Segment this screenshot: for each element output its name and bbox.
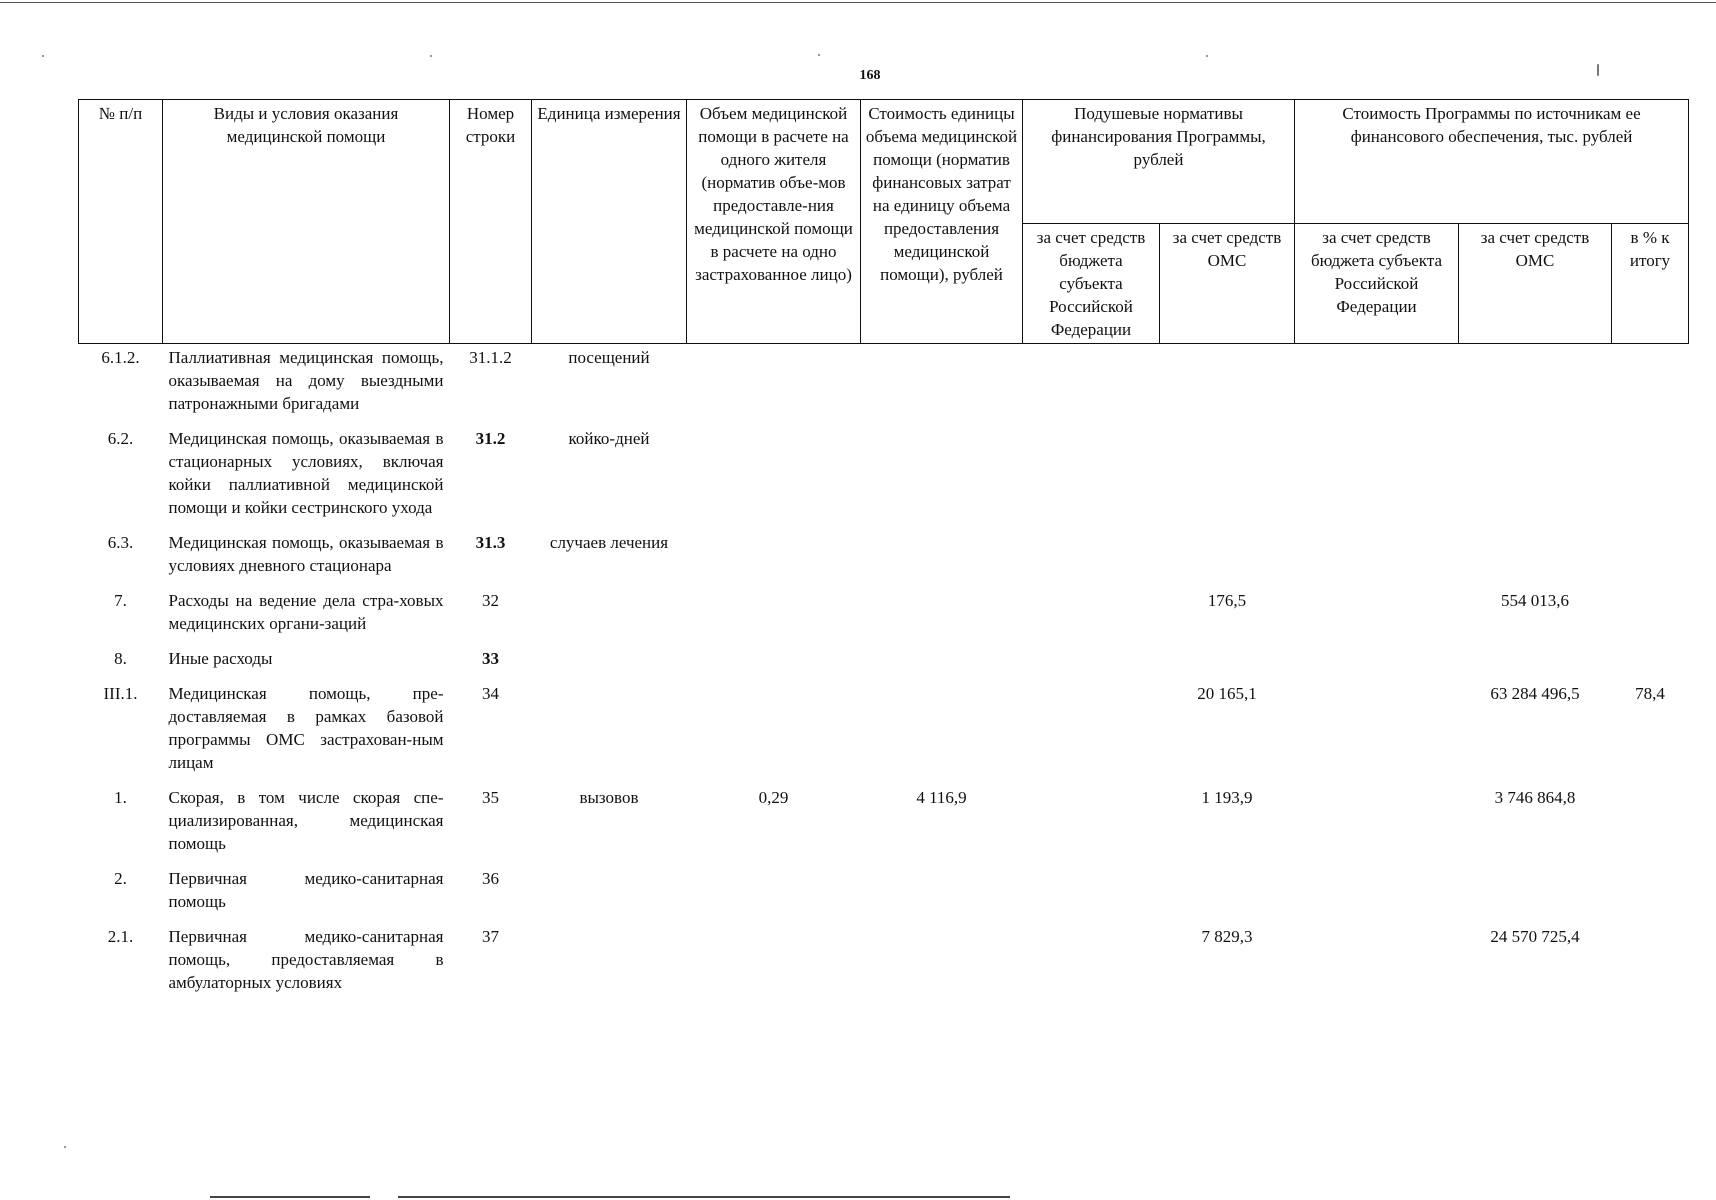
row-cost-cell xyxy=(861,645,1023,680)
row-no-cell: 33 xyxy=(482,649,499,668)
row-no-cell: 31.3 xyxy=(475,533,506,552)
scan-speck xyxy=(42,55,44,57)
row-program-pct-cell xyxy=(1612,645,1689,680)
row-num-cell: 2. xyxy=(114,869,127,888)
row-name-cell: Паллиативная медицинская помощь, оказываемая на дому выездными патронажными бригадами xyxy=(168,348,444,413)
row-percapita-oms-cell xyxy=(1160,645,1295,680)
row-num-cell: 6.2. xyxy=(107,429,134,448)
row-name-cell: Первичная медико-санитарная помощь xyxy=(168,869,444,911)
header-percapita-oms: за счет средств ОМС xyxy=(1160,224,1295,344)
row-num-cell: 6.1.2. xyxy=(101,348,140,367)
row-volume-cell xyxy=(687,680,861,784)
row-no-cell: 31.1.2 xyxy=(469,348,512,367)
row-volume-cell xyxy=(687,645,861,680)
table-row xyxy=(79,680,1689,784)
row-unit-cell xyxy=(532,680,687,784)
table-row xyxy=(79,587,1689,645)
row-program-budget-cell xyxy=(1295,587,1459,645)
row-name-cell: Медицинская помощь, оказываемая в стационарных условиях, включая койки паллиативной медицинской помощи и койки сестринского ухода xyxy=(168,429,444,517)
row-percapita-oms-cell: 1 193,9 xyxy=(1201,788,1253,807)
program-cost-table xyxy=(78,99,1689,1004)
row-no-cell: 31.2 xyxy=(475,429,506,448)
row-cost-cell xyxy=(861,923,1023,1004)
row-program-oms-cell xyxy=(1459,529,1612,587)
row-cost-cell: 4 116,9 xyxy=(916,788,967,807)
header-num: № п/п xyxy=(79,100,163,344)
row-program-pct-cell xyxy=(1612,784,1689,865)
row-program-budget-cell xyxy=(1295,923,1459,1004)
row-percapita-oms-cell xyxy=(1160,344,1295,426)
table-row xyxy=(79,784,1689,865)
table-row xyxy=(79,923,1689,1004)
row-cost-cell xyxy=(861,344,1023,426)
row-program-oms-cell: 24 570 725,4 xyxy=(1490,927,1580,946)
row-name-cell: Медицинская помощь, оказываемая в условиях дневного стационара xyxy=(168,533,444,575)
row-program-pct-cell xyxy=(1612,344,1689,426)
row-percapita-oms-cell: 7 829,3 xyxy=(1201,927,1253,946)
row-percapita-budget-cell xyxy=(1023,784,1160,865)
row-volume-cell xyxy=(687,529,861,587)
header-percapita-group: Подушевые нормативы финансирования Программы, рублей xyxy=(1023,100,1295,224)
row-num-cell: 7. xyxy=(114,591,127,610)
table-row xyxy=(79,865,1689,923)
header-row-no: Номер строки xyxy=(450,100,532,344)
row-unit-cell xyxy=(532,923,687,1004)
table-row xyxy=(79,425,1689,529)
row-name-cell: Иные расходы xyxy=(168,649,273,668)
row-volume-cell xyxy=(687,425,861,529)
row-volume-cell xyxy=(687,923,861,1004)
row-cost-cell xyxy=(861,425,1023,529)
row-num-cell: 1. xyxy=(114,788,127,807)
row-unit-cell: посещений xyxy=(568,348,650,367)
row-program-oms-cell: 3 746 864,8 xyxy=(1494,788,1576,807)
row-no-cell: 37 xyxy=(482,927,499,946)
row-unit-cell xyxy=(532,587,687,645)
scan-speck xyxy=(430,55,432,57)
row-program-pct-cell xyxy=(1612,865,1689,923)
row-name-cell: Медицинская помощь, пре-доставляемая в рамках базовой программы ОМС застрахован-ным лицам xyxy=(168,684,444,772)
row-percapita-oms-cell: 20 165,1 xyxy=(1197,684,1257,703)
row-no-cell: 34 xyxy=(482,684,499,703)
row-num-cell: 6.3. xyxy=(107,533,134,552)
row-percapita-budget-cell xyxy=(1023,344,1160,426)
header-percapita-budget: за счет средств бюджета субъекта Российской Федерации xyxy=(1023,224,1160,344)
header-cost: Стоимость единицы объема медицинской помощи (норматив финансовых затрат на единицу объема предоставления медицинской помощи), рублей xyxy=(861,100,1023,344)
row-program-oms-cell xyxy=(1459,865,1612,923)
row-program-pct-cell xyxy=(1612,529,1689,587)
row-program-oms-cell: 63 284 496,5 xyxy=(1490,684,1580,703)
row-cost-cell xyxy=(861,529,1023,587)
row-name-cell: Скорая, в том числе скорая спе-циализированная, медицинская помощь xyxy=(168,788,444,853)
row-cost-cell xyxy=(861,680,1023,784)
table-row xyxy=(79,645,1689,680)
table-row xyxy=(79,344,1689,426)
header-program-oms: за счет средств ОМС xyxy=(1459,224,1612,344)
row-volume-cell: 0,29 xyxy=(758,788,789,807)
header-program-budget: за счет средств бюджета субъекта Российской Федерации xyxy=(1295,224,1459,344)
row-percapita-oms-cell xyxy=(1160,865,1295,923)
row-percapita-budget-cell xyxy=(1023,529,1160,587)
row-program-pct-cell xyxy=(1612,923,1689,1004)
row-percapita-oms-cell xyxy=(1160,529,1295,587)
row-percapita-oms-cell: 176,5 xyxy=(1207,591,1247,610)
row-num-cell: 8. xyxy=(114,649,127,668)
row-program-budget-cell xyxy=(1295,784,1459,865)
table-body xyxy=(79,344,1689,1005)
row-program-oms-cell xyxy=(1459,344,1612,426)
row-cost-cell xyxy=(861,587,1023,645)
header-volume: Объем медицинской помощи в расчете на одного жителя (норматив объе-мов предоставле-ния медицинской помощи в расчете на одно застрахованное лицо) xyxy=(687,100,861,344)
row-unit-cell: вызовов xyxy=(579,788,639,807)
row-percapita-budget-cell xyxy=(1023,923,1160,1004)
row-program-budget-cell xyxy=(1295,680,1459,784)
row-program-budget-cell xyxy=(1295,865,1459,923)
row-program-oms-cell xyxy=(1459,425,1612,529)
row-percapita-budget-cell xyxy=(1023,425,1160,529)
scan-speck xyxy=(818,54,820,56)
row-unit-cell: случаев лечения xyxy=(549,533,669,552)
row-unit-cell xyxy=(532,645,687,680)
row-program-oms-cell xyxy=(1459,645,1612,680)
row-name-cell: Расходы на ведение дела стра-ховых медицинских органи-заций xyxy=(168,591,444,633)
row-no-cell: 36 xyxy=(482,869,499,888)
row-program-budget-cell xyxy=(1295,529,1459,587)
row-volume-cell xyxy=(687,344,861,426)
row-program-pct-cell xyxy=(1612,587,1689,645)
scan-bottom-rule xyxy=(210,1196,370,1198)
page-number: 168 xyxy=(859,68,881,83)
scan-top-rule xyxy=(0,2,1716,3)
header-unit: Единица измерения xyxy=(532,100,687,344)
table-row xyxy=(79,529,1689,587)
row-program-budget-cell xyxy=(1295,425,1459,529)
row-no-cell: 35 xyxy=(482,788,499,807)
row-name-cell: Первичная медико-санитарная помощь, предоставляемая в амбулаторных условиях xyxy=(168,927,444,992)
row-program-budget-cell xyxy=(1295,344,1459,426)
header-program-pct: в % к итогу xyxy=(1612,224,1689,344)
scan-bottom-rule xyxy=(398,1196,1010,1198)
header-name: Виды и условия оказания медицинской помощи xyxy=(163,100,450,344)
header-program-cost-group: Стоимость Программы по источникам ее финансового обеспечения, тыс. рублей xyxy=(1295,100,1689,224)
scan-speck xyxy=(1597,64,1599,76)
scan-speck xyxy=(64,1146,66,1148)
scan-speck xyxy=(1206,55,1208,57)
row-volume-cell xyxy=(687,865,861,923)
row-program-pct-cell xyxy=(1612,425,1689,529)
row-num-cell: 2.1. xyxy=(107,927,134,946)
row-percapita-oms-cell xyxy=(1160,425,1295,529)
row-unit-cell xyxy=(532,865,687,923)
row-program-budget-cell xyxy=(1295,645,1459,680)
row-percapita-budget-cell xyxy=(1023,645,1160,680)
row-num-cell: III.1. xyxy=(103,684,138,703)
row-unit-cell: койко-дней xyxy=(568,429,650,448)
row-volume-cell xyxy=(687,587,861,645)
row-no-cell: 32 xyxy=(482,591,499,610)
row-percapita-budget-cell xyxy=(1023,587,1160,645)
row-program-pct-cell: 78,4 xyxy=(1635,684,1665,703)
row-cost-cell xyxy=(861,865,1023,923)
row-percapita-budget-cell xyxy=(1023,680,1160,784)
row-program-oms-cell: 554 013,6 xyxy=(1501,591,1570,610)
row-percapita-budget-cell xyxy=(1023,865,1160,923)
